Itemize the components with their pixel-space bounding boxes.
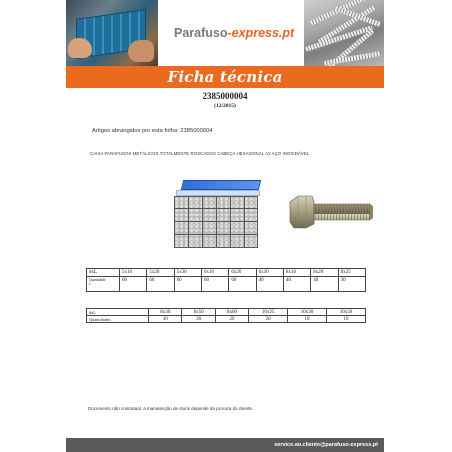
header-photo-screws [304, 0, 384, 66]
table2-size-label: dxL [87, 309, 149, 316]
brand-logo [174, 26, 294, 40]
table1-qty-cell: 60 [174, 277, 201, 292]
logo-accent-text: -express.pt [227, 26, 295, 40]
table1-qty-cell: 60 [229, 277, 256, 292]
table1-qty-cell: 60 [201, 277, 228, 292]
footer-bar [66, 438, 384, 452]
table2-qty-cell: 20 [249, 316, 288, 323]
product-description: CAIXA PARAFUSOS METÁLICOS TOTALMENTE ROSCADOS CABEÇA HEXAGONAL A2 AÇO INOXIDÁVEL [90, 151, 310, 156]
table1-qty-cell: 60 [120, 277, 147, 292]
table1-size-cell: 5x30 [174, 269, 201, 277]
table2-qty-cell: 10 [288, 316, 327, 323]
datasheet-page [66, 0, 384, 452]
page-title: Ficha técnica [167, 68, 283, 86]
reference-number: 2385000004 [202, 91, 248, 101]
table1-qty-label: Quantidade s [87, 277, 120, 292]
table2-qty-cell: 30 [182, 316, 215, 323]
table2-qty-row [87, 316, 366, 323]
disclaimer-note: Documento não contratual, a manutenção de stock depende da procura do cliente. [88, 406, 254, 411]
table1-qty-cell: 40 [283, 277, 310, 292]
table2-size-cell: 10x50 [327, 309, 366, 316]
table1-size-cell: 5x16 [120, 269, 147, 277]
document-date: (12/2015) [214, 103, 236, 109]
table1-size-cell: 6x20 [229, 269, 256, 277]
table2-size-row [87, 309, 366, 316]
table2-size-cell: 8x50 [182, 309, 215, 316]
table1-size-cell: 6x16 [201, 269, 228, 277]
table2-size-cell: 10x25 [249, 309, 288, 316]
sizes-table-1 [86, 268, 366, 292]
title-band [66, 66, 384, 88]
table1-size-cell: 8x20 [311, 269, 338, 277]
table2-size-cell: 8x30 [149, 309, 182, 316]
table1-size-label: dxL [87, 269, 120, 277]
footer-email-link[interactable]: service.ao.cliente@parafuso-express.pt [274, 442, 378, 448]
table2-size-cell: 8x60 [215, 309, 248, 316]
table1-size-cell: 5x20 [147, 269, 174, 277]
table1-qty-cell: 40 [311, 277, 338, 292]
table1-qty-cell: 60 [147, 277, 174, 292]
product-case-image [172, 180, 262, 248]
header-photo-tools [66, 0, 158, 66]
table1-size-cell: 6x30 [256, 269, 283, 277]
sizes-table-2 [86, 308, 366, 323]
logo-main-text: Parafuso [174, 26, 228, 40]
table1-qty-cell: 40 [256, 277, 283, 292]
table1-size-cell: 8x16 [283, 269, 310, 277]
table1-qty-cell: 30 [338, 277, 365, 292]
table2-size-cell: 10x30 [288, 309, 327, 316]
table1-size-cell: 8x25 [338, 269, 365, 277]
header-logo-area [158, 0, 304, 66]
table1-size-row [87, 269, 366, 277]
covered-articles: Artigos abrangidos por esta folha: 2385000004 [92, 128, 213, 134]
table2-qty-cell: 30 [149, 316, 182, 323]
hex-bolt-image [288, 194, 374, 230]
table2-qty-cell: 20 [215, 316, 248, 323]
table1-qty-row [87, 277, 366, 292]
table2-qty-label: Quantidades [87, 316, 149, 323]
table2-qty-cell: 10 [327, 316, 366, 323]
